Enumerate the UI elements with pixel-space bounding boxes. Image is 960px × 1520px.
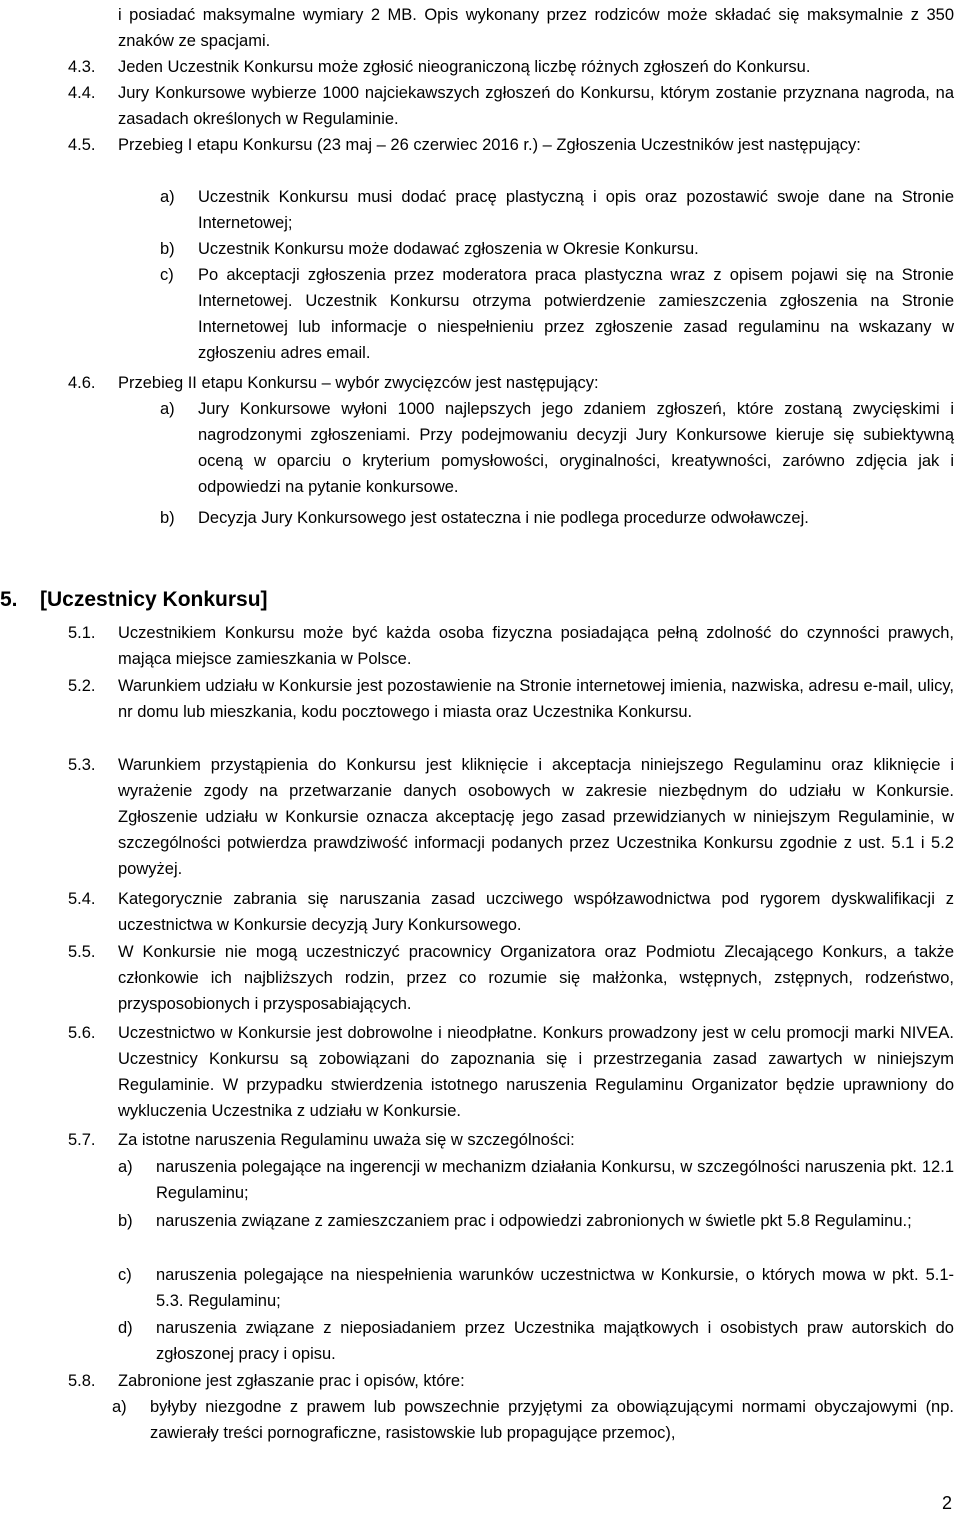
paragraph-number: 5.3. (68, 756, 96, 774)
paragraph-text: Warunkiem przystąpienia do Konkursu jest kliknięcie i akceptacja niniejszego Regulaminu oraz kliknięcie i wyrażenie zgody na przetwarzanie danych osobowych w zakresie niezbędnym do udziału w Konkursie. Zgłoszenie udziału w Konkursie oznacza akceptację jego zasad przewidzianych w niniejszym Regulaminie, w szczególności potwierdza prawdziwość informacji podanych przez Uczestnika Konkursu zgodnie z ust. 5.1 i 5.2 powyżej. (118, 756, 954, 878)
list-label: b) (160, 240, 175, 258)
list-text: byłyby niezgodne z prawem lub powszechnie przyjętymi za obowiązującymi normami obyczajowymi (np. zawierały treści pornograficzne, rasistowskie lub propagujące przemoc), (150, 1398, 954, 1442)
paragraph-number: 5.1. (68, 624, 96, 642)
paragraph-5-1 (68, 620, 954, 672)
list-item-5-8-a (112, 1394, 954, 1446)
list-text: Decyzja Jury Konkursowego jest ostateczna i nie podlega procedurze odwoławczej. (198, 509, 809, 527)
paragraph-text: Warunkiem udziału w Konkursie jest pozostawienie na Stronie internetowej imienia, nazwiska, adresu e-mail, ulicy, nr domu lub mieszkania, kodu pocztowego i miasta oraz Uczestnika Konkursu. (118, 677, 954, 721)
paragraph-number: 4.6. (68, 374, 96, 392)
paragraph-5-2 (68, 673, 954, 725)
paragraph-5-8 (68, 1368, 954, 1394)
list-text: Uczestnik Konkursu musi dodać pracę plastyczną i opis oraz pozostawić swoje dane na Stronie Internetowej; (198, 188, 954, 232)
paragraph-text: Za istotne naruszenia Regulaminu uważa się w szczególności: (118, 1131, 575, 1149)
paragraph-number: 5.4. (68, 890, 96, 908)
paragraph-text: W Konkursie nie mogą uczestniczyć pracownicy Organizatora oraz Podmiotu Zlecającego Konkurs, a także członkowie ich najbliższych rodzin, przez co rozumie się małżonka, wstępnych, zstępnych, rodzeństwo, przysposobionych i przysposabiających. (118, 943, 954, 1013)
paragraph-number: 5.6. (68, 1024, 96, 1042)
paragraph-text: Jury Konkursowe wybierze 1000 najciekawszych zgłoszeń do Konkursu, którym zostanie przyznana nagroda, na zasadach określonych w Regulaminie. (118, 84, 954, 128)
paragraph-number: 4.4. (68, 84, 96, 102)
list-item-4-5-a (160, 184, 954, 236)
paragraph-4-6 (68, 370, 954, 396)
paragraph-4-2-continuation: i posiadać maksymalne wymiary 2 MB. Opis wykonany przez rodziców może składać się maksymalnie z 350 znaków ze spacjami. (118, 6, 954, 50)
paragraph-4-3 (68, 54, 954, 80)
list-label: d) (118, 1319, 133, 1337)
list-item-4-5-c (160, 262, 954, 366)
list-item-5-7-b (118, 1208, 954, 1234)
list-item-4-5-b (160, 236, 954, 262)
list-text: naruszenia polegające na ingerencji w mechanizm działania Konkursu, w szczególności naruszenia pkt. 12.1 Regulaminu; (156, 1158, 954, 1202)
list-item-4-6-a (160, 396, 954, 500)
list-item-5-7-c (118, 1262, 954, 1314)
paragraph-number: 4.3. (68, 58, 96, 76)
paragraph-4-4 (68, 80, 954, 132)
paragraph-text: Uczestnikiem Konkursu może być każda osoba fizyczna posiadająca pełną zdolność do czynności prawych, mająca miejsce zamieszkania w Polsce. (118, 624, 954, 668)
list-label: c) (160, 266, 174, 284)
paragraph-number: 4.5. (68, 136, 96, 154)
list-text: naruszenia związane z nieposiadaniem przez Uczestnika majątkowych i osobistych praw autorskich do zgłoszonej pracy i opisu. (156, 1319, 954, 1363)
paragraph-5-4 (68, 886, 954, 938)
list-text: Jury Konkursowe wyłoni 1000 najlepszych jego zdaniem zgłoszeń, które zostaną zwycięskimi i nagrodzonymi zgłoszeniami. Przy podejmowaniu decyzji Jury Konkursowe kieruje się subiektywną oceną w oparciu o kryterium pomysłowości, oryginalności, kreatywności, zarówno zdjęcia jak i odpowiedzi na pytanie konkursowe. (198, 400, 954, 496)
paragraph-text: Przebieg I etapu Konkursu (23 maj – 26 czerwiec 2016 r.) – Zgłoszenia Uczestników jest następujący: (118, 136, 861, 154)
page-number: 2 (941, 1493, 952, 1513)
paragraph-5-6 (68, 1020, 954, 1124)
paragraph-5-7 (68, 1127, 954, 1153)
list-text: naruszenia związane z zamieszczaniem prac i odpowiedzi zabronionych w świetle pkt 5.8 Regulaminu.; (156, 1212, 912, 1230)
paragraph-number: 5.5. (68, 943, 96, 961)
list-item-4-6-b (160, 505, 954, 531)
paragraph-text: Jeden Uczestnik Konkursu może zgłosić nieograniczoną liczbę różnych zgłoszeń do Konkursu. (118, 58, 811, 76)
list-text: Po akceptacji zgłoszenia przez moderatora praca plastyczna wraz z opisem pojawi się na Stronie Internetowej. Uczestnik Konkursu otrzyma potwierdzenie zamieszczenia zgłoszenia na Stronie Internetowej lub informacje o niespełnieniu przez zgłoszenie zasad regulaminu na wskazany w zgłoszeniu adres email. (198, 266, 954, 362)
paragraph-5-3 (68, 752, 954, 882)
paragraph-number: 5.8. (68, 1372, 96, 1390)
list-label: a) (112, 1398, 127, 1416)
list-label: a) (160, 188, 175, 206)
paragraph-text: Uczestnictwo w Konkursie jest dobrowolne i nieodpłatne. Konkurs prowadzony jest w celu promocji marki NIVEA. Uczestnicy Konkursu są zobowiązani do zapoznania się i przestrzegania zasad zawartych w niniejszym Regulaminie. W przypadku stwierdzenia istotnego naruszenia Regulaminu Organizator będzie uprawniony do wykluczenia Uczestnika z udziału w Konkursie. (118, 1024, 954, 1120)
paragraph-number: 5.7. (68, 1131, 96, 1149)
paragraph-text: Przebieg II etapu Konkursu – wybór zwycięzców jest następujący: (118, 374, 599, 392)
paragraph-number: 5.2. (68, 677, 96, 695)
paragraph-5-5 (68, 939, 954, 1017)
section-number: 5. (0, 588, 18, 611)
list-item-5-7-a (118, 1154, 954, 1206)
list-label: a) (118, 1158, 133, 1176)
list-label: c) (118, 1266, 132, 1284)
list-label: b) (118, 1212, 133, 1230)
paragraph-4-5 (68, 132, 954, 158)
list-item-5-7-d (118, 1315, 954, 1367)
list-label: a) (160, 400, 175, 418)
section-title: [Uczestnicy Konkursu] (40, 588, 268, 611)
list-text: Uczestnik Konkursu może dodawać zgłoszenia w Okresie Konkursu. (198, 240, 699, 258)
list-text: naruszenia polegające na niespełnienia warunków uczestnictwa w Konkursie, o których mowa w pkt. 5.1- 5.3. Regulaminu; (156, 1266, 954, 1310)
paragraph-text: Kategorycznie zabrania się naruszania zasad uczciwego współzawodnictwa pod rygorem dyskwalifikacji z uczestnictwa w Konkursie decyzją Jury Konkursowego. (118, 890, 954, 934)
paragraph-text: Zabronione jest zgłaszanie prac i opisów, które: (118, 1372, 465, 1390)
list-label: b) (160, 509, 175, 527)
